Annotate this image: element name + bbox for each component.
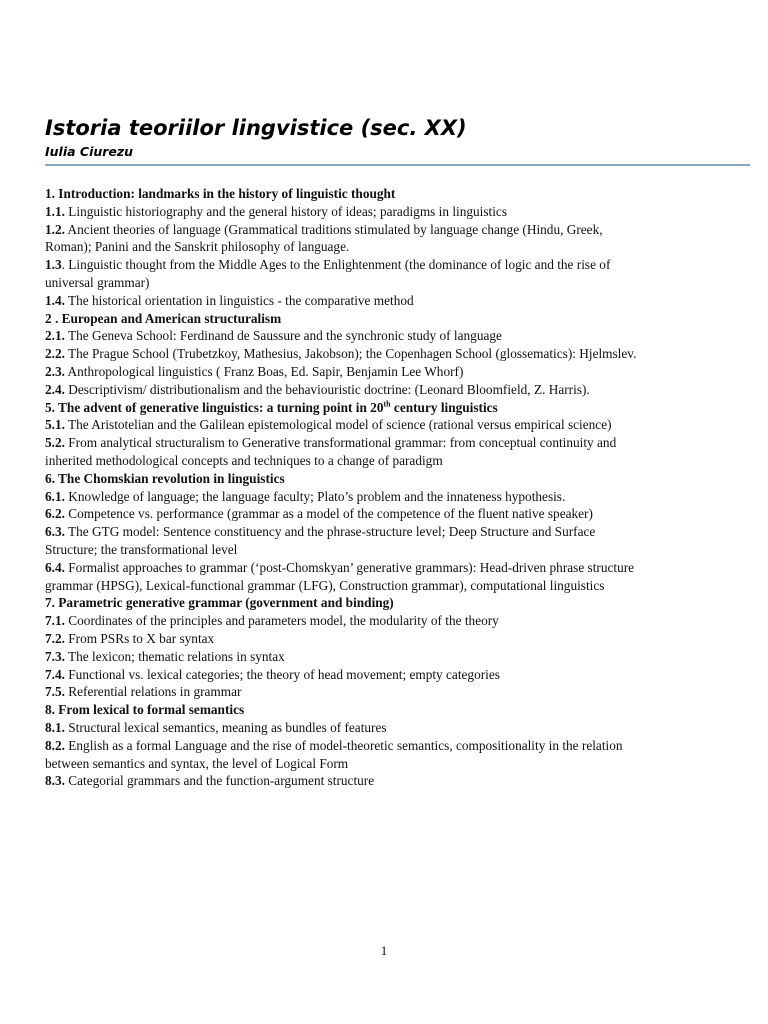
list-item-7-5 (45, 683, 650, 701)
list-item-1-1 (45, 203, 650, 221)
item-number: 1.1. (45, 203, 65, 219)
item-text: The Aristotelian and the Galilean epistemological model of science (rational versus empirical science) (64, 417, 612, 433)
list-item-6-1 (45, 488, 650, 506)
item-text: Anthropological linguistics ( Franz Boas, Ed. Sapir, Benjamin Lee Whorf) (64, 363, 464, 379)
section-heading-7: 7. Parametric generative grammar (government and binding) (45, 595, 394, 611)
title-divider (45, 164, 750, 166)
list-item-7-2 (45, 630, 650, 648)
item-number: 6.1. (45, 488, 65, 504)
item-number: 7.5. (45, 684, 65, 700)
item-text: Linguistic historiography and the general history of ideas; paradigms in linguistics (64, 203, 507, 219)
item-text: Competence vs. performance (grammar as a model of the competence of the fluent native speaker) (64, 506, 593, 522)
item-text: The Geneva School: Ferdinand de Saussure and the synchronic study of language (64, 328, 502, 344)
item-text: Formalist approaches to grammar (‘post-Chomskyan’ generative grammars): Head-driven phrase structure grammar (HPSG), Lexical-functional grammar (LFG), Construction grammar), computational linguistics (45, 559, 635, 593)
list-item-2-3 (45, 363, 650, 381)
section-heading-2: 2 . European and American structuralism (45, 310, 282, 326)
document-author: Iulia Ciurezu (45, 144, 134, 159)
list-item-5-2 (45, 434, 650, 470)
item-text: Ancient theories of language (Grammatical traditions stimulated by language change (Hindu, Greek, Roman); Panini and the Sanskrit philosophy of language. (45, 221, 603, 255)
list-item-2-4 (45, 381, 650, 399)
list-item-1-3 (45, 256, 650, 292)
item-number: 7.2. (45, 630, 65, 646)
item-number: 8.2. (45, 737, 65, 753)
list-item-1-2 (45, 221, 650, 257)
item-number: 6.4. (45, 559, 65, 575)
syllabus-body (45, 185, 650, 790)
item-text: The GTG model: Sentence constituency and the phrase-structure level; Deep Structure and Surface Structure; the transformational level (45, 524, 596, 557)
item-number: 2.1. (45, 328, 65, 344)
item-number: 8.3. (45, 773, 65, 789)
item-text: The lexicon; thematic relations in syntax (64, 648, 285, 664)
section-heading-8: 8. From lexical to formal semantics (45, 702, 245, 718)
item-number: 1.4. (45, 292, 65, 308)
list-item-8-2 (45, 737, 650, 773)
list-item-1-4 (45, 292, 650, 310)
ordinal-superscript: th (383, 399, 391, 409)
item-number: 5.1. (45, 417, 65, 433)
item-text: . Linguistic thought from the Middle Ages to the Enlightenment (the dominance of logic and the rise of universal grammar) (45, 257, 611, 290)
item-number: 1.2. (45, 221, 65, 237)
list-item-2-1 (45, 327, 650, 345)
item-text: Categorial grammars and the function-argument structure (64, 773, 375, 789)
list-item-2-2 (45, 345, 650, 363)
item-number: 1.3 (45, 257, 62, 273)
item-text: Knowledge of language; the language faculty; Plato’s problem and the innateness hypothesis. (64, 488, 566, 504)
item-number: 2.2. (45, 346, 65, 362)
item-text: The Prague School (Trubetzkoy, Mathesius, Jakobson); the Copenhagen School (glossematics): Hjelmslev. (64, 346, 637, 362)
list-item-7-3 (45, 648, 650, 666)
item-text: Functional vs. lexical categories; the theory of head movement; empty categories (64, 666, 500, 682)
heading-text: century linguistics (390, 399, 498, 415)
list-item-6-4 (45, 559, 650, 595)
section-heading-1: 1. Introduction: landmarks in the history of linguistic thought (45, 186, 396, 201)
list-item-7-1 (45, 612, 650, 630)
item-number: 8.1. (45, 719, 65, 735)
section-heading-6: 6. The Chomskian revolution in linguistics (45, 470, 285, 486)
list-item-7-4 (45, 666, 650, 684)
document-title: Istoria teoriilor lingvistice (sec. XX) (45, 116, 467, 140)
item-text: Structural lexical semantics, meaning as bundles of features (64, 719, 387, 735)
item-text: The historical orientation in linguistics - the comparative method (64, 292, 414, 308)
item-text: Coordinates of the principles and parameters model, the modularity of the theory (64, 613, 499, 629)
section-heading-5 (45, 399, 650, 417)
item-number: 6.3. (45, 524, 65, 540)
item-number: 5.2. (45, 435, 65, 451)
item-text: English as a formal Language and the rise of model-theoretic semantics, compositionality in the relation between semantics and syntax, the level of Logical Form (45, 737, 623, 771)
item-number: 2.4. (45, 381, 65, 397)
item-number: 7.4. (45, 666, 65, 682)
list-item-5-1 (45, 416, 650, 434)
item-number: 7.3. (45, 648, 65, 664)
list-item-6-2 (45, 505, 650, 523)
heading-text: 5. The advent of generative linguistics: a turning point in 20 (45, 399, 384, 415)
item-text: Descriptivism/ distributionalism and the behaviouristic doctrine: (Leonard Bloomfield, Z. Harris). (64, 381, 590, 397)
item-number: 2.3. (45, 363, 65, 379)
item-text: From analytical structuralism to Generative transformational grammar: from conceptual continuity and inherited methodological concepts and techniques to a change of paradigm (45, 435, 617, 468)
item-number: 6.2. (45, 506, 65, 522)
page-number: 1 (380, 943, 388, 958)
item-number: 7.1. (45, 613, 65, 629)
list-item-6-3 (45, 523, 650, 559)
item-text: From PSRs to X bar syntax (64, 630, 215, 646)
list-item-8-1 (45, 719, 650, 737)
item-text: Referential relations in grammar (64, 684, 242, 700)
list-item-8-3 (45, 772, 650, 790)
